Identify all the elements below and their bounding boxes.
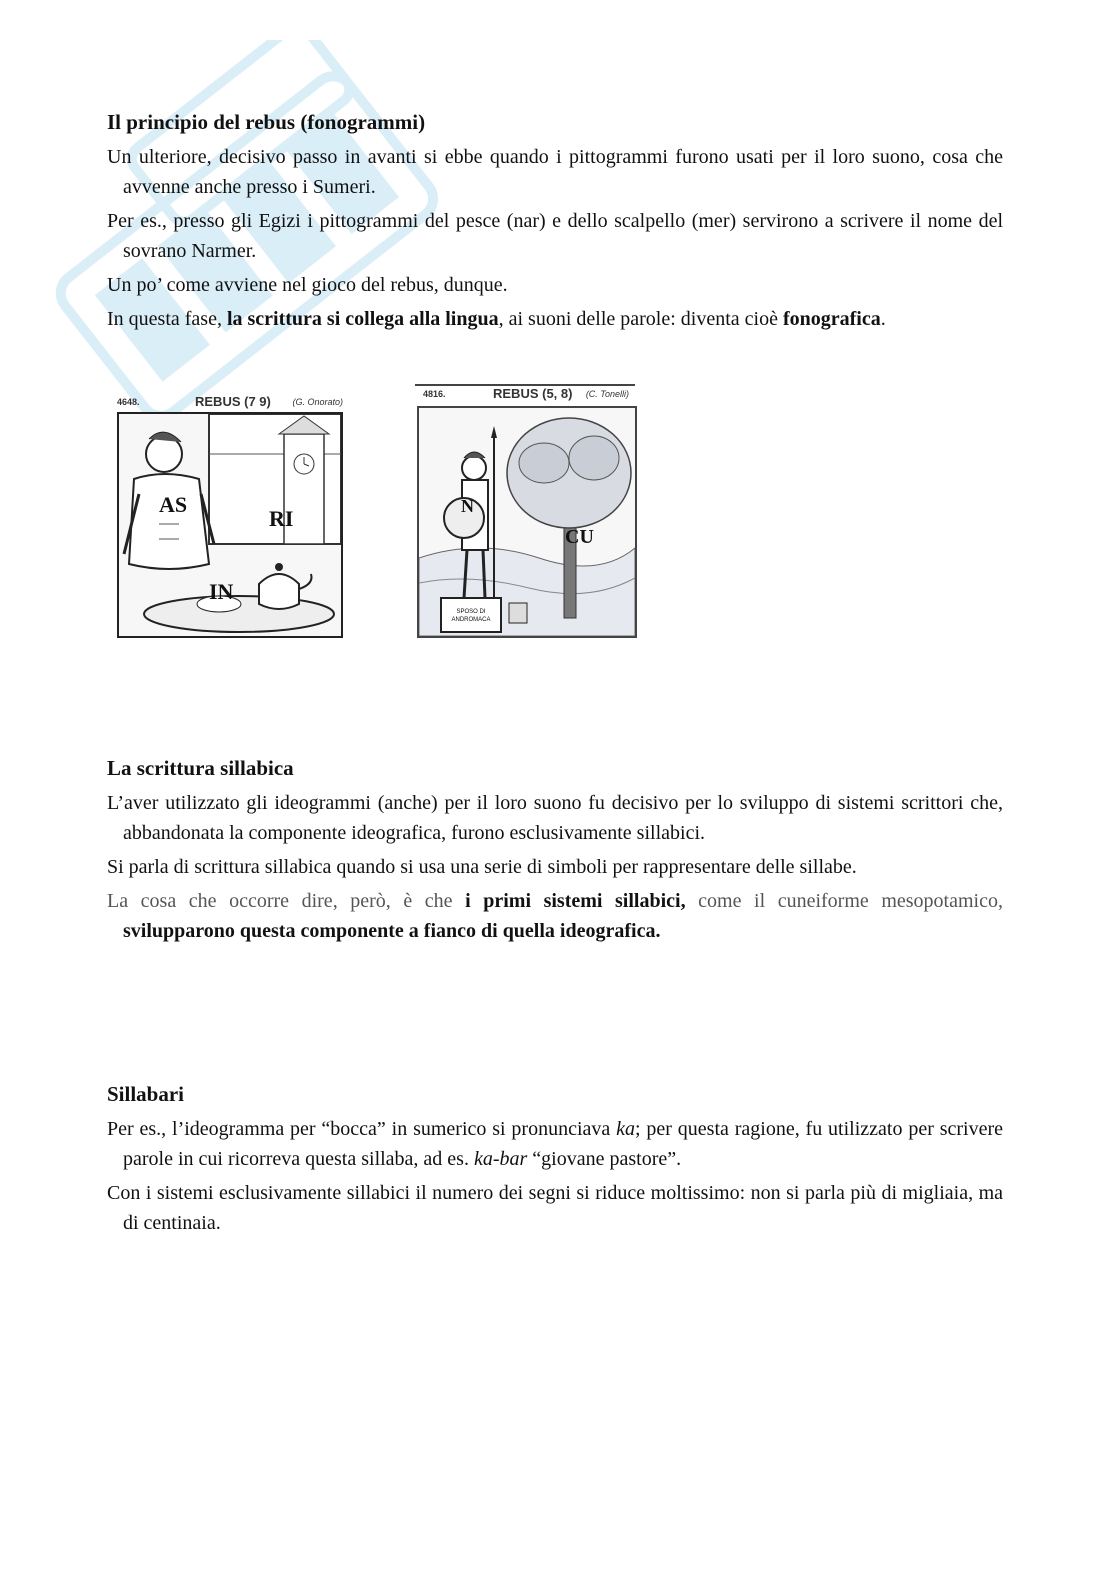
section-title-rebus: Il principio del rebus (fonogrammi) bbox=[107, 110, 426, 134]
paragraph: La cosa che occorre dire, però, è che i primi sistemi sillabici, come il cuneiforme mesopotamico, svilupparono questa componente a fianco di quella ideografica. bbox=[107, 890, 1003, 942]
section-title-syllabic: La scrittura sillabica bbox=[107, 756, 294, 780]
rebus-title: REBUS (7 9) bbox=[195, 394, 271, 409]
rebus-number: 4648. bbox=[117, 397, 140, 407]
rebus-images bbox=[107, 386, 1003, 754]
paragraph: L’aver utilizzato gli ideogrammi (anche) per il loro suono fu decisivo per lo sviluppo di sistemi scrittori che, abbandonata la componente ideografica, furono esclusivamente sillabici. bbox=[107, 792, 1003, 844]
rebus-illustration-2 bbox=[415, 384, 635, 638]
rebus-picture bbox=[117, 412, 343, 638]
section-title-sillabari: Sillabari bbox=[107, 1082, 185, 1106]
paragraph: Con i sistemi esclusivamente sillabici il numero dei segni si riduce moltissimo: non si parla più di migliaia, ma di centinaia. bbox=[107, 1182, 1003, 1234]
document-body bbox=[107, 108, 1003, 1242]
bold-phrase: i primi sistemi sillabici, bbox=[465, 890, 686, 912]
paragraph: Si parla di scrittura sillabica quando si usa una serie di simboli per rappresentare delle sillabe. bbox=[107, 856, 857, 878]
rebus-title: REBUS (5, 8) bbox=[493, 386, 573, 401]
bold-word: fonografica bbox=[782, 308, 881, 330]
rebus-syllable: RI bbox=[269, 506, 294, 531]
rebus-syllable: N bbox=[461, 496, 474, 516]
rebus-syllable: AS bbox=[159, 492, 188, 517]
paragraph: In questa fase, la scrittura si collega alla lingua, ai suoni delle parole: diventa cioè fonografica. bbox=[107, 308, 886, 330]
rebus-illustration-1 bbox=[117, 394, 343, 638]
pedestal-plaque: SPOSO DI ANDROMACA bbox=[451, 609, 491, 623]
rebus-syllable: CU bbox=[565, 526, 594, 548]
italic-word: ka bbox=[616, 1118, 635, 1140]
rebus-author: (G. Onorato) bbox=[292, 397, 343, 407]
italic-word: ka-bar bbox=[473, 1148, 528, 1170]
paragraph: Un ulteriore, decisivo passo in avanti si ebbe quando i pittogrammi furono usati per il loro suono, cosa che avvenne anche presso i Sumeri. bbox=[107, 146, 1003, 198]
rebus-number: 4816. bbox=[423, 389, 446, 399]
paragraph: Per es., presso gli Egizi i pittogrammi del pesce (nar) e dello scalpello (mer) servirono a scrivere il nome del sovrano Narmer. bbox=[107, 210, 1003, 262]
rebus-picture bbox=[417, 406, 637, 638]
paragraph: Un po’ come avviene nel gioco del rebus, dunque. bbox=[107, 274, 508, 296]
bold-phrase: svilupparono questa componente a fianco di quella ideografica. bbox=[123, 920, 661, 942]
bold-phrase: la scrittura si collega alla lingua bbox=[226, 308, 499, 330]
rebus-syllable: IN bbox=[209, 579, 234, 604]
rebus-author: (C. Tonelli) bbox=[585, 389, 629, 399]
paragraph: Per es., l’ideogramma per “bocca” in sumerico si pronunciava ka; per questa ragione, fu utilizzato per scrivere parole in cui ricorreva questa sillaba, ad es. ka-bar “giovane pastore”. bbox=[107, 1118, 1003, 1170]
